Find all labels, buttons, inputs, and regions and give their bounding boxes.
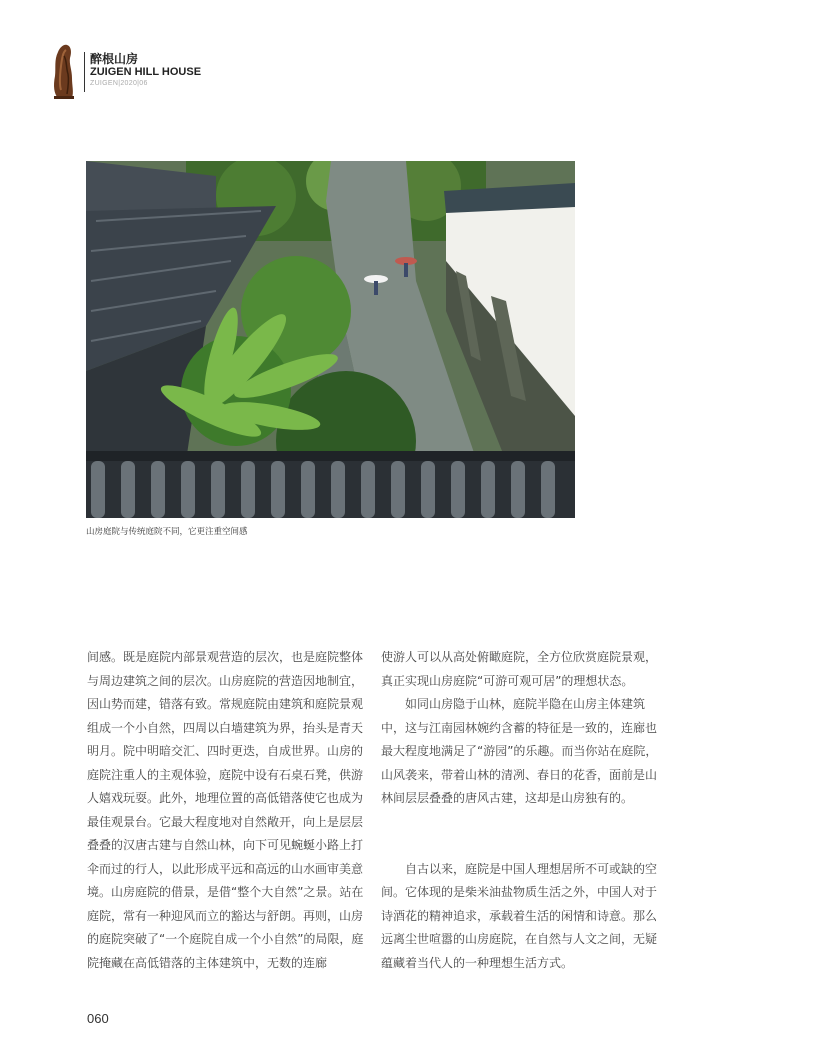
body-column-left	[87, 646, 365, 975]
header-divider	[84, 52, 86, 92]
body-paragraph: 使游人可以从高处俯瞰庭院，全方位欣赏庭院景观，真正实现山房庭院“可游可观可居”的理想状态。	[381, 650, 658, 688]
body-column-right	[381, 646, 661, 975]
body-paragraph: 如同山房隐于山林，庭院半隐在山房主体建筑中，这与江南园林婉约含蓄的特征是一致的，连廊也最大程度地满足了“游园”的乐趣。而当你站在庭院，山风袭来，带着山林的清冽、春日的花香，面前是山林间层层叠叠的唐风古建，这却是山房独有的。	[381, 697, 658, 805]
header-titles	[90, 52, 201, 89]
magazine-title-en: ZUIGEN HILL HOUSE	[90, 66, 202, 78]
root-sculpture-logo	[50, 42, 78, 100]
body-paragraph: 间感。既是庭院内部景观营造的层次，也是庭院整体与周边建筑之间的层次。山房庭院的营造因地制宜，因山势而建，错落有致。常规庭院由建筑和庭院景观组成一个小自然，四周以白墙建筑为界，抬头是青天明月。院中明暗交汇、四时更迭，自成世界。山房的庭院注重人的主观体验，庭院中设有石桌石凳，供游人嬉戏玩耍。此外，地理位置的高低错落使它也成为最佳观景台。它最大程度地对自然敞开，向上是层层叠叠的汉唐古建与自然山林，向下可见蜿蜒小路上打伞而过的行人，以此形成平远和高远的山水画审美意境。山房庭院的借景，是借“整个大自然”之景。站在庭院，常有一种迎风而立的豁达与舒朗。再则，山房的庭院突破了“一个庭院自成一个小自然”的局限，庭院掩藏在高低错落的主体建筑中，无数的连廊	[87, 650, 364, 970]
body-paragraph: 自古以来，庭院是中国人理想居所不可或缺的空间。它体现的是柴米油盐物质生活之外，中国人对于诗酒花的精神追求，承载着生活的闲情和诗意。那么远离尘世喧嚣的山房庭院，在自然与人文之间，无疑蕴藏着当代人的一种理想生活方式。	[381, 861, 658, 970]
photo-caption: 山房庭院与传统庭院不同，它更注重空间感	[86, 527, 248, 537]
courtyard-photo	[86, 161, 575, 518]
issue-code: ZUIGEN|2020|06	[90, 80, 148, 87]
page-number: 060	[87, 1011, 109, 1026]
magazine-title-cn: 醉根山房	[90, 52, 139, 66]
